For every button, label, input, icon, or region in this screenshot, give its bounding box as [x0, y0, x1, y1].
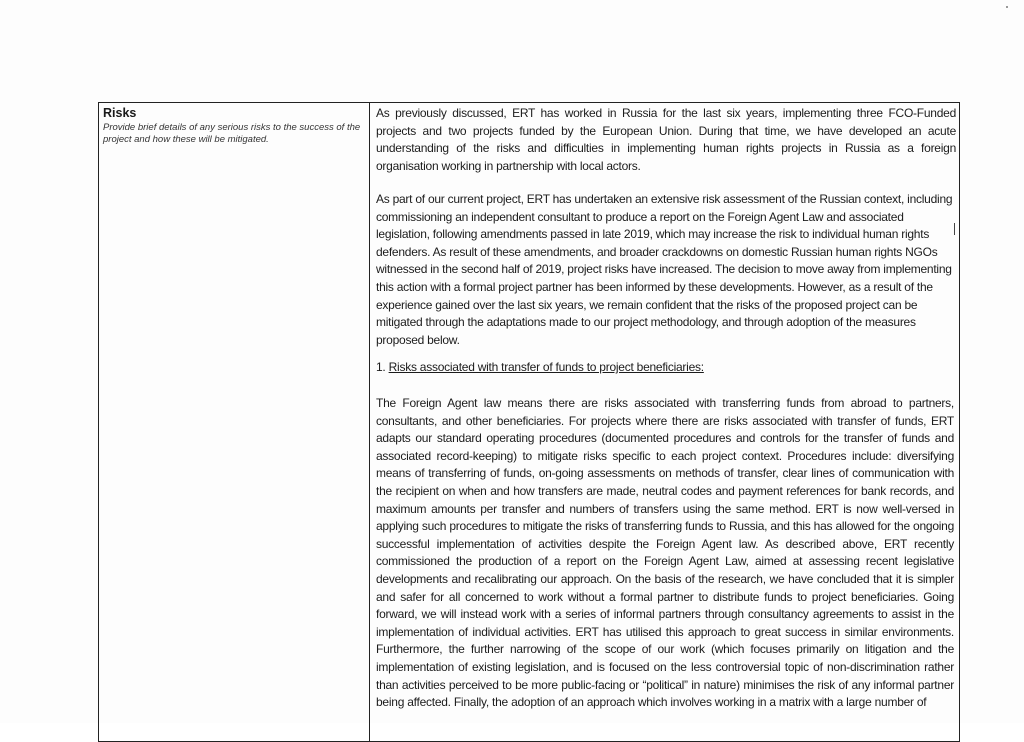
- paragraph-transfer-of-funds: The Foreign Agent law means there are risks associated with transferring funds from abroad to partners, consultants, and other beneficiaries. For projects where there are risks associated with transfer of funds, ERT adapts our standard operating procedures (documented procedures and controls for the transfer of funds and associated record-keeping) to mitigate risks specific to each project context. Procedures include: diversifying means of transferring of funds, on-going assessments on methods of transfer, clear lines of communication with the recipient on when and how transfers are made, neutral codes and payment references for bank records, and maximum amounts per transfer and numbers of transfers using the same method. ERT is now well-versed in applying such procedures to mitigate the risks of transferring funds to Russia, and this has allowed for the ongoing successful implementation of activities despite the Foreign Agent law. As described above, ERT recently commissioned the production of a report on the Foreign Agent Law, aimed at assessing recent legislative developments and recalibrating our approach. On the basis of the research, we have concluded that it is simpler and safer for all concerned to work without a formal partner to distribute funds to project beneficiaries. Going forward, we will instead work with a series of informal partners through consultancy agreements to assist in the implementation of individual activities. ERT has utilised this approach to great success in similar environments. Furthermore, the further narrowing of the scope of our work (which focuses primarily on litigation and the implementation of existing legislation, and is focused on the less controversial topic of non-discrimination rather than activities perceived to be more public-facing or “political” in nature) minimises the risk of any informal partner being affected. Finally, the adoption of an approach which involves working in a matrix with a large number of: [376, 396, 954, 710]
- risks-content-cell: [370, 103, 959, 741]
- paragraph-risk-assessment: As part of our current project, ERT has undertaken an extensive risk assessment of the Russian context, including commissioning an independent consultant to produce a report on the Foreign Agent Law and associated legislation, following amendments passed in late 2019, which may increase the risk to individual human rights defenders. As result of these amendments, and broader crackdowns on domestic Russian human rights NGOs witnessed in the second half of 2019, project risks have increased. The decision to move away from implementing this action with a formal project partner has been informed by these developments. However, as a result of the experience gained over the last six years, we remain confident that the risks of the proposed project can be mitigated through the adaptations made to our project methodology, and through adoption of the measures proposed below.: [376, 192, 953, 347]
- paragraph-experience: As previously discussed, ERT has worked in Russia for the last six years, implementing three FCO-Funded projects and two projects funded by the European Union. During that time, we have developed an acute understanding of the risks and difficulties in implementing human rights projects in Russia as a foreign organisation working in partnership with local actors.: [376, 106, 956, 173]
- risks-table: [98, 102, 960, 742]
- risk-heading-text: Risks associated with transfer of funds to project beneficiaries:: [388, 360, 704, 374]
- section-help-text: Provide brief details of any serious risks to the success of the project and how these will be mitigated.: [103, 122, 361, 145]
- risks-label-cell: [99, 103, 370, 741]
- scan-speck: [954, 223, 955, 235]
- risk-heading: [376, 359, 954, 377]
- risk-heading-number: 1.: [376, 360, 386, 374]
- scan-mark: [1006, 6, 1008, 8]
- section-title: Risks: [103, 106, 137, 120]
